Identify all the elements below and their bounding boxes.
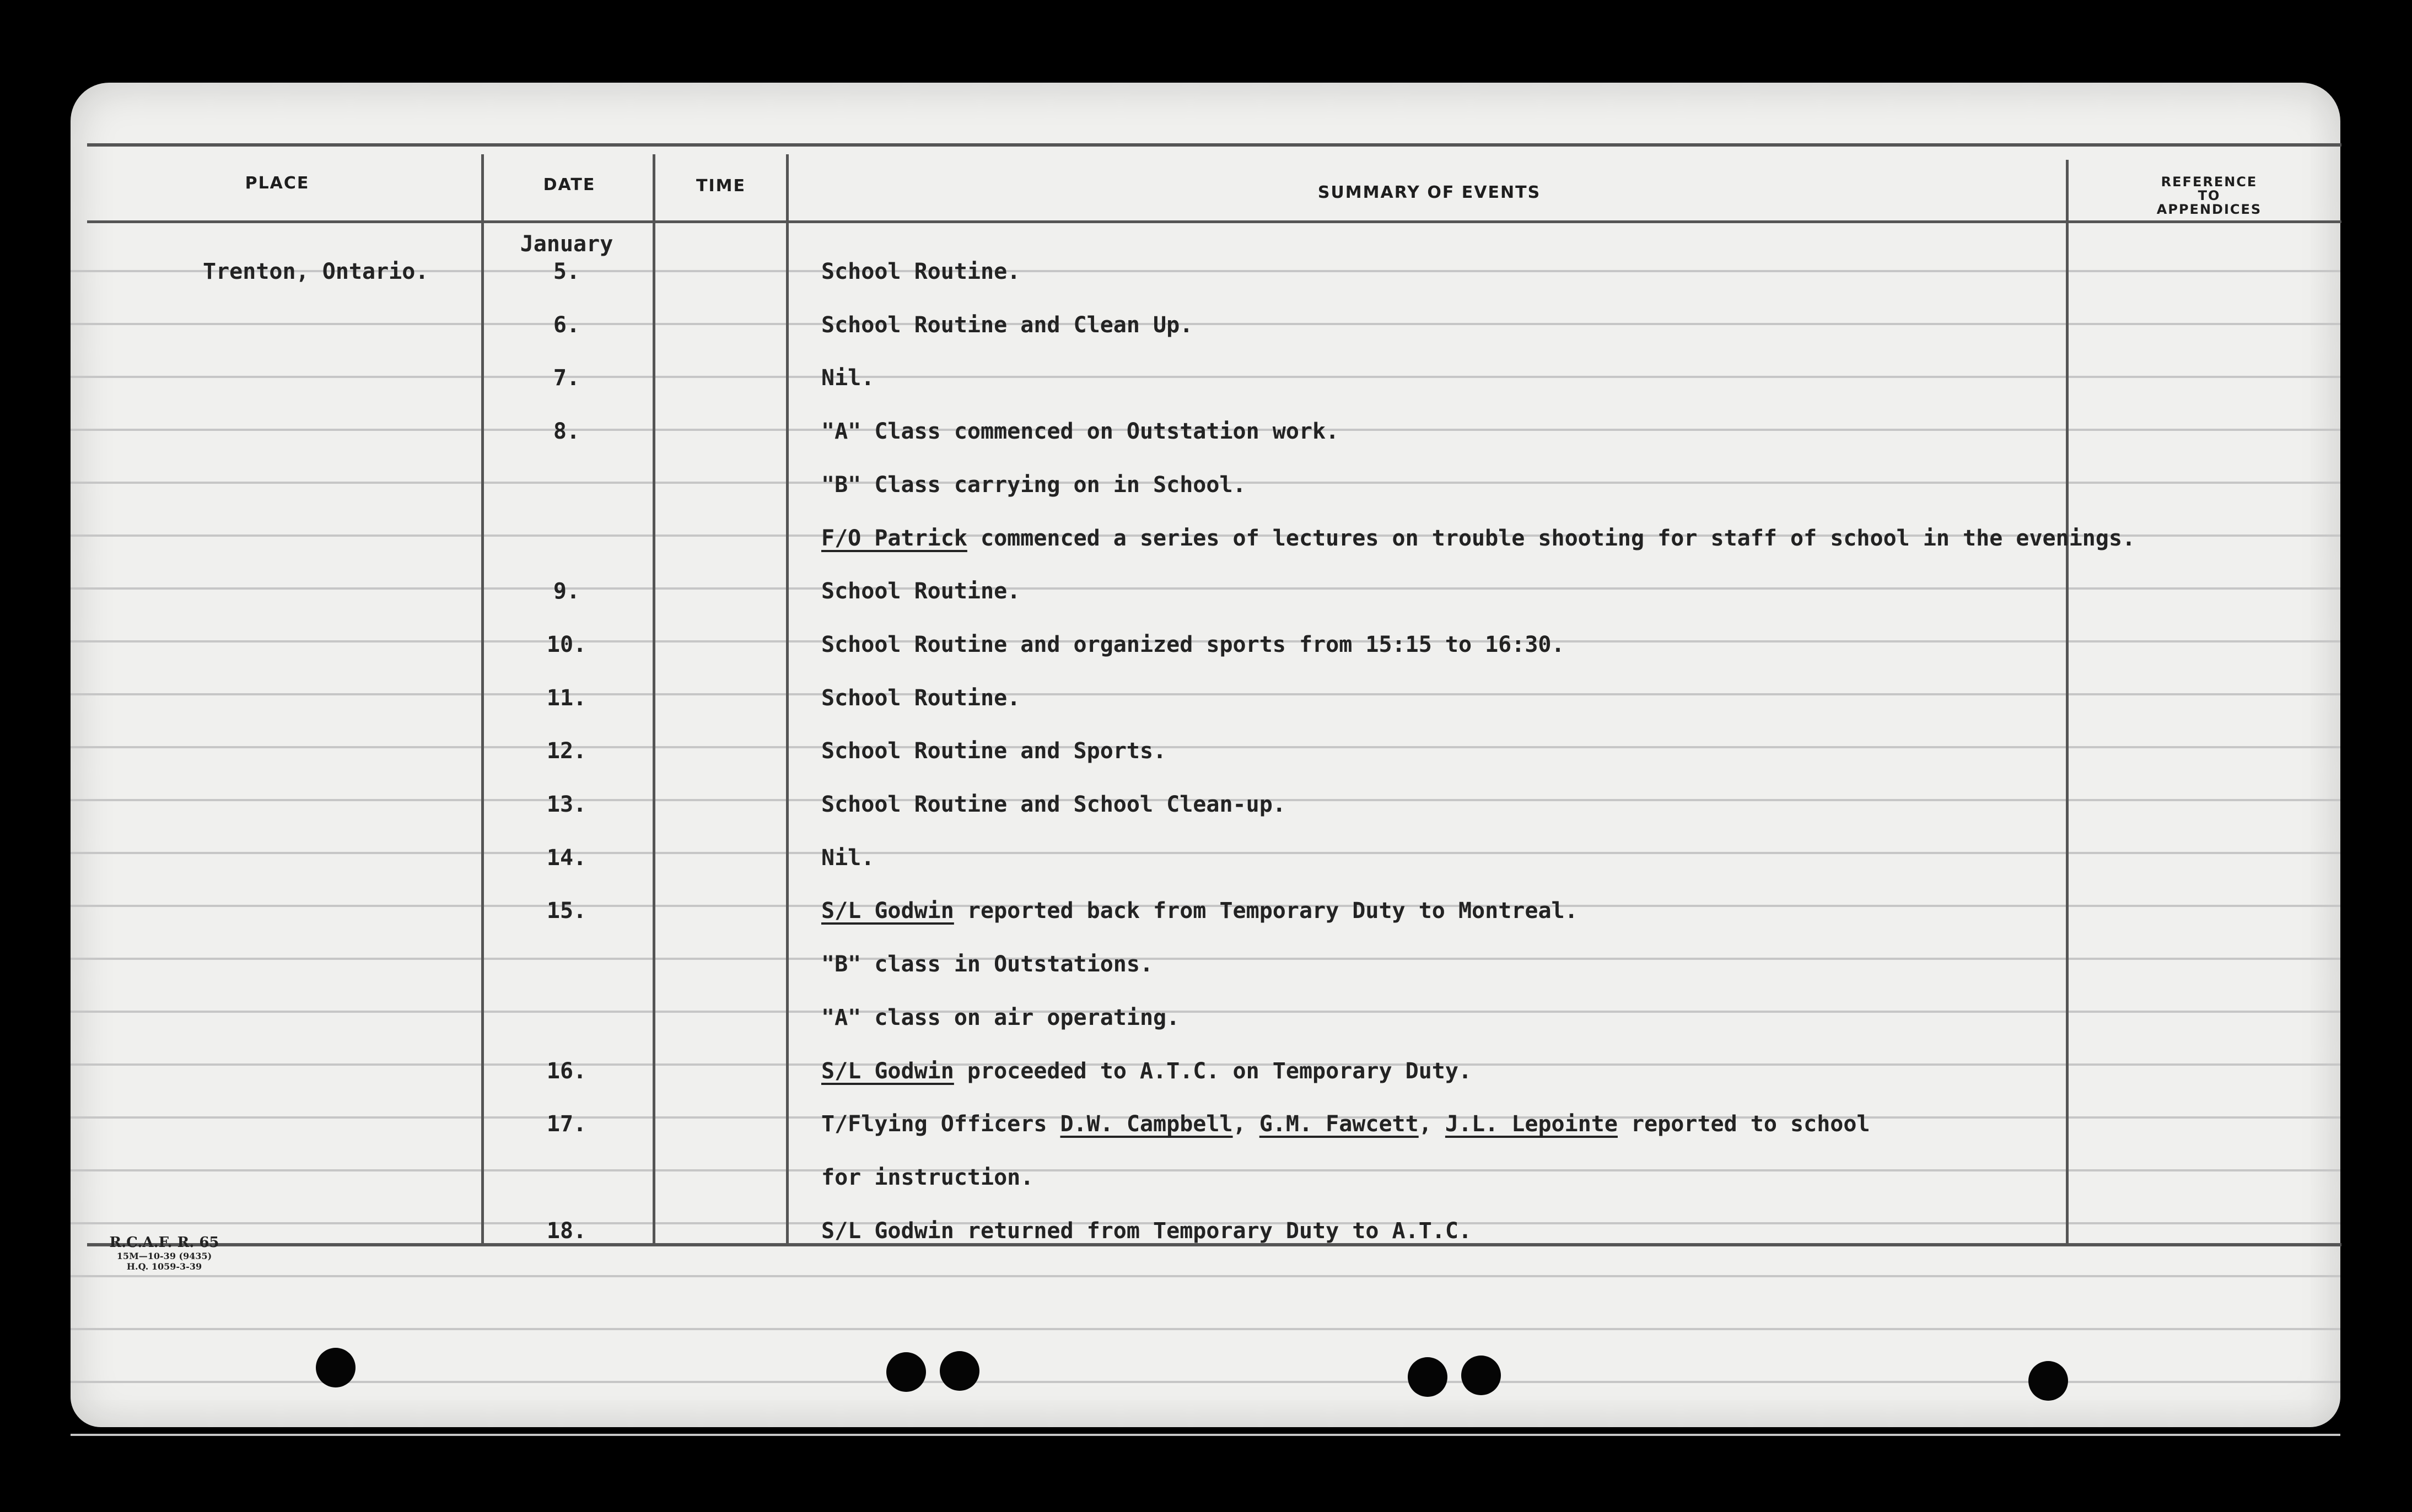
entry-date: 10. xyxy=(546,631,587,657)
entry-summary xyxy=(821,845,874,871)
entry-summary xyxy=(821,1059,1472,1084)
summary-text: "A" Class commenced on Outstation work. xyxy=(821,419,1339,445)
place-date-divider xyxy=(481,154,484,1243)
month-label: January xyxy=(520,231,613,257)
summary-text: for instruction. xyxy=(821,1164,1034,1190)
header-place: PLACE xyxy=(245,174,310,193)
ruled-line xyxy=(71,1434,2340,1436)
date-time-divider xyxy=(653,154,655,1243)
entry-summary xyxy=(821,952,1153,977)
summary-text: proceeded to A.T.C. on Temporary Duty. xyxy=(954,1058,1472,1084)
summary-text: reported to school xyxy=(1617,1111,1870,1137)
entry-summary xyxy=(821,579,1020,604)
entry-date: 14. xyxy=(546,845,587,871)
entry-summary xyxy=(821,1111,1870,1137)
punch-hole xyxy=(886,1352,926,1392)
entry-date: 5. xyxy=(553,259,580,284)
summary-text: Nil. xyxy=(821,845,875,871)
ruled-line xyxy=(71,1381,2340,1383)
entry-date: 9. xyxy=(553,579,580,604)
ruled-line xyxy=(71,1275,2340,1277)
summary-text: "A" class on air operating. xyxy=(821,1005,1180,1030)
entry-date: 7. xyxy=(553,365,580,391)
summary-text: School Routine. xyxy=(821,579,1021,604)
ruled-line xyxy=(71,1328,2340,1330)
summary-text: , xyxy=(1232,1111,1259,1137)
header-reference xyxy=(2071,175,2347,217)
header-rule xyxy=(87,220,2341,223)
header-summary: SUMMARY OF EVENTS xyxy=(1317,183,1541,202)
entry-summary xyxy=(821,472,1246,498)
entry-summary xyxy=(821,526,2135,551)
summary-text: School Routine and organized sports from 15:15 to 16:30. xyxy=(821,631,1565,657)
underlined-name: S/L Godwin xyxy=(821,898,954,924)
entry-summary xyxy=(821,632,1565,657)
entry-summary xyxy=(821,738,1166,764)
summary-text: Nil. xyxy=(821,365,875,391)
header-date: DATE xyxy=(543,175,596,195)
form-number xyxy=(82,1234,247,1272)
punch-hole xyxy=(1408,1357,1447,1397)
summary-text: School Routine. xyxy=(821,259,1021,284)
summary-text: S/L Godwin returned from Temporary Duty to A.T.C. xyxy=(821,1218,1472,1244)
ruled-line xyxy=(71,1169,2340,1171)
summary-text: "B" class in Outstations. xyxy=(821,952,1154,978)
entry-summary xyxy=(821,792,1286,817)
ruled-line xyxy=(71,1011,2340,1013)
form-number-line: 15M—10-39 (9435) xyxy=(116,1251,212,1261)
summary-text: reported back from Temporary Duty to Montreal. xyxy=(954,898,1578,924)
bottom-rule xyxy=(87,1243,2341,1246)
summary-text: School Routine and School Clean-up. xyxy=(821,792,1286,817)
ruled-line xyxy=(71,587,2340,590)
ruled-line xyxy=(71,746,2340,748)
entry-date: 6. xyxy=(553,312,580,338)
time-summary-divider xyxy=(786,154,789,1243)
ruled-line xyxy=(71,376,2340,378)
form-number-line: H.Q. 1059-3-39 xyxy=(126,1261,202,1272)
entry-date: 16. xyxy=(546,1058,587,1084)
summary-text: School Routine and Clean Up. xyxy=(821,312,1193,338)
summary-text: School Routine. xyxy=(821,685,1021,711)
summary-text: commenced a series of lectures on trouble shooting for staff of school in the evenings. xyxy=(967,525,2136,551)
entry-summary xyxy=(821,1005,1180,1030)
ruled-line xyxy=(71,852,2340,854)
entry-summary xyxy=(821,365,874,391)
summary-text: "B" Class carrying on in School. xyxy=(821,472,1246,498)
header-reference-line: REFERENCE xyxy=(2161,174,2258,190)
underlined-name: F/O Patrick xyxy=(821,525,967,551)
entry-date: 11. xyxy=(546,685,587,711)
form-number-line: R.C.A.F. R. 65 xyxy=(109,1234,219,1251)
entry-date: 17. xyxy=(546,1111,587,1137)
entry-summary xyxy=(821,419,1339,444)
header-time: TIME xyxy=(696,176,746,196)
entry-date: 18. xyxy=(546,1218,587,1244)
entry-date: 15. xyxy=(546,898,587,924)
punch-hole xyxy=(1461,1356,1501,1395)
entry-summary xyxy=(821,259,1020,284)
summary-text: T/Flying Officers xyxy=(821,1111,1060,1137)
top-rule xyxy=(87,143,2341,147)
entry-summary xyxy=(821,685,1020,711)
ruled-line xyxy=(71,693,2340,695)
underlined-name: D.W. Campbell xyxy=(1060,1111,1233,1137)
underlined-name: J.L. Lepointe xyxy=(1445,1111,1618,1137)
entry-date: 13. xyxy=(546,792,587,817)
summary-text: School Routine and Sports. xyxy=(821,738,1167,764)
underlined-name: G.M. Fawcett xyxy=(1259,1111,1419,1137)
entry-date: 8. xyxy=(553,419,580,445)
summary-text: , xyxy=(1418,1111,1445,1137)
summary-reference-divider xyxy=(2066,160,2069,1243)
entry-date: 12. xyxy=(546,738,587,764)
header-reference-line: TO xyxy=(2198,188,2221,203)
header-reference-line: APPENDICES xyxy=(2156,202,2262,217)
ruled-line xyxy=(71,958,2340,960)
underlined-name: S/L Godwin xyxy=(821,1058,954,1084)
place-value: Trenton, Ontario. xyxy=(203,259,429,284)
entry-summary xyxy=(821,898,1578,924)
ruled-line xyxy=(71,323,2340,325)
entry-summary xyxy=(821,312,1193,338)
entry-summary xyxy=(821,1165,1033,1190)
entry-summary xyxy=(821,1218,1472,1244)
punch-hole xyxy=(940,1351,979,1391)
punch-hole xyxy=(316,1348,356,1387)
diary-form-card xyxy=(71,83,2340,1427)
punch-hole xyxy=(2028,1361,2068,1401)
